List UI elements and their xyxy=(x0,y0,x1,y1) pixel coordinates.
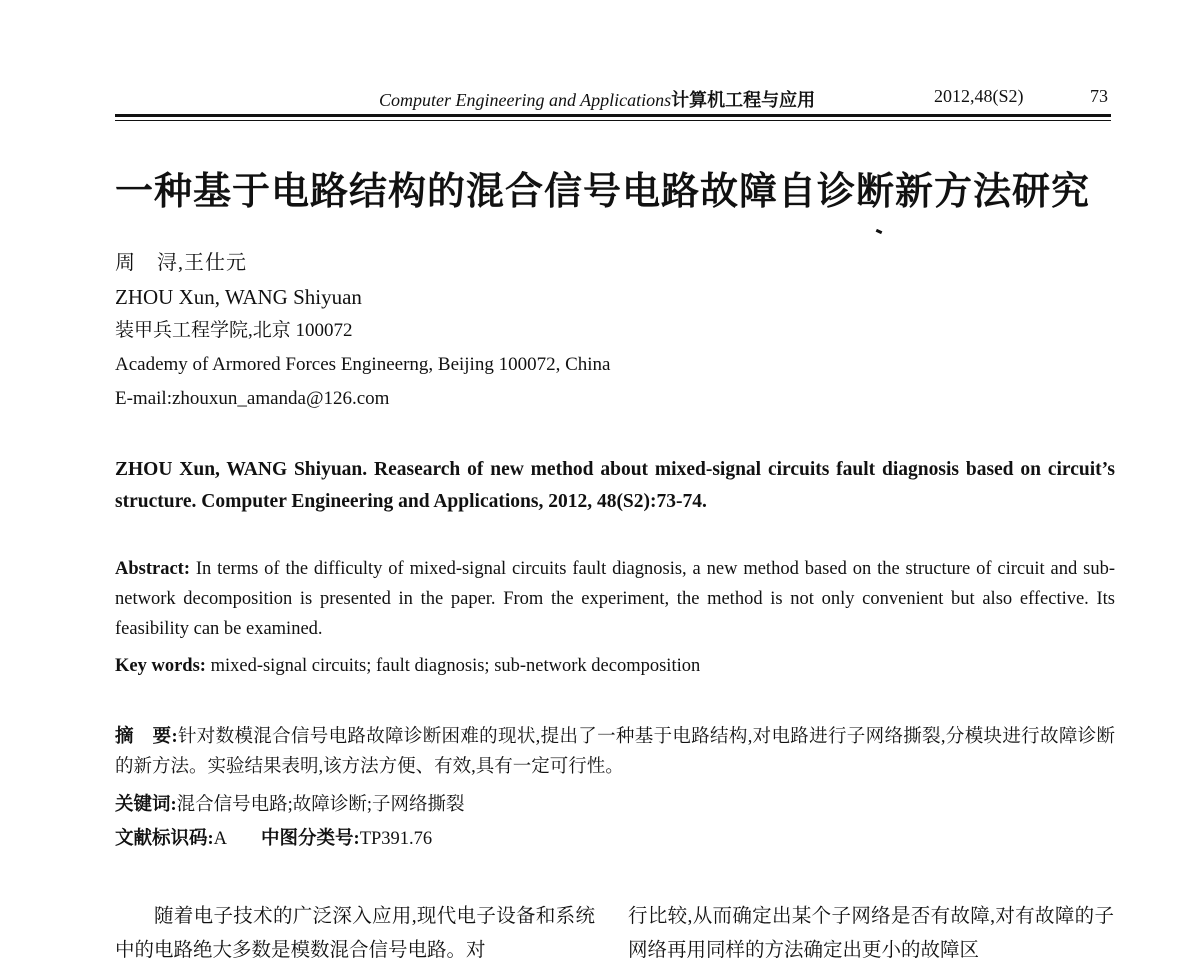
abstract-zh xyxy=(115,722,1115,782)
journal-name xyxy=(379,86,815,112)
keywords-zh xyxy=(115,790,464,816)
running-header xyxy=(115,86,1111,112)
author-email: E-mail:zhouxun_amanda@126.com xyxy=(115,388,390,409)
body-column-right: 行比较,从而确定出某个子网络是否有故障,对有故障的子网络再用同样的方法确定出更小的故障区 xyxy=(628,906,1114,961)
keywords-en-text: mixed-signal circuits; fault diagnosis; sub-network decomposition xyxy=(205,656,701,676)
body-column-left: 随着电子技术的广泛深入应用,现代电子设备和系统中的电路绝大多数是模数混合信号电路。对 xyxy=(115,906,595,961)
page-number: 73 xyxy=(1090,86,1108,106)
keywords-en xyxy=(115,656,700,677)
keywords-zh-label: 关键词: xyxy=(115,795,177,815)
classification-line xyxy=(115,824,432,850)
keywords-en-label: Key words: xyxy=(115,656,206,676)
clc-label: 中图分类号: xyxy=(261,829,360,849)
abstract-en xyxy=(115,554,1115,644)
header-rule-thin xyxy=(115,120,1111,121)
doc-code-label: 文献标识码: xyxy=(115,829,214,849)
doc-code: A xyxy=(213,829,228,849)
abstract-zh-text: 针对数模混合信号电路故障诊断困难的现状,提出了一种基于电路结构,对电路进行子网络撕裂,分模块进行故障诊断的新方法。实验结果表明,该方法方便、有效,具有一定可行性。 xyxy=(115,727,1115,777)
abstract-zh-label: 摘 要: xyxy=(115,727,178,747)
citation: ZHOU Xun, WANG Shiyuan. Reasearch of new method about mixed-signal circuits fault diagnosis based on circuit’s structure. Computer Engineering and Applications, 2012, 48(S2):73-74. xyxy=(115,459,1115,512)
abstract-en-label: Abstract: xyxy=(115,559,191,579)
authors-zh: 周 浔,王仕元 xyxy=(115,252,247,274)
issue-number: 2012,48(S2) xyxy=(934,86,1024,106)
clc-code: TP391.76 xyxy=(359,829,433,849)
abstract-en-text: In terms of the difficulty of mixed-signal circuits fault diagnosis, a new method based on the structure of circuit and sub-network decomposition is presented in the paper. From the experiment, the method is not only convenient but also effective. Its feasibility can be examined. xyxy=(115,559,1115,639)
journal-name-en: Computer Engineering and Applications xyxy=(379,90,672,110)
authors-en: ZHOU Xun, WANG Shiyuan xyxy=(115,285,362,309)
affiliation-en: Academy of Armored Forces Engineerng, Beijing 100072, China xyxy=(115,354,611,375)
header-rule-thick xyxy=(115,114,1111,117)
affiliation-zh: 装甲兵工程学院,北京 100072 xyxy=(115,320,353,341)
keywords-zh-text: 混合信号电路;故障诊断;子网络撕裂 xyxy=(176,795,465,815)
scan-speck xyxy=(876,229,883,234)
author-block xyxy=(115,246,610,416)
paper-title: 一种基于电路结构的混合信号电路故障自诊断新方法研究 xyxy=(115,171,1091,213)
journal-name-zh: 计算机工程与应用 xyxy=(671,90,816,110)
